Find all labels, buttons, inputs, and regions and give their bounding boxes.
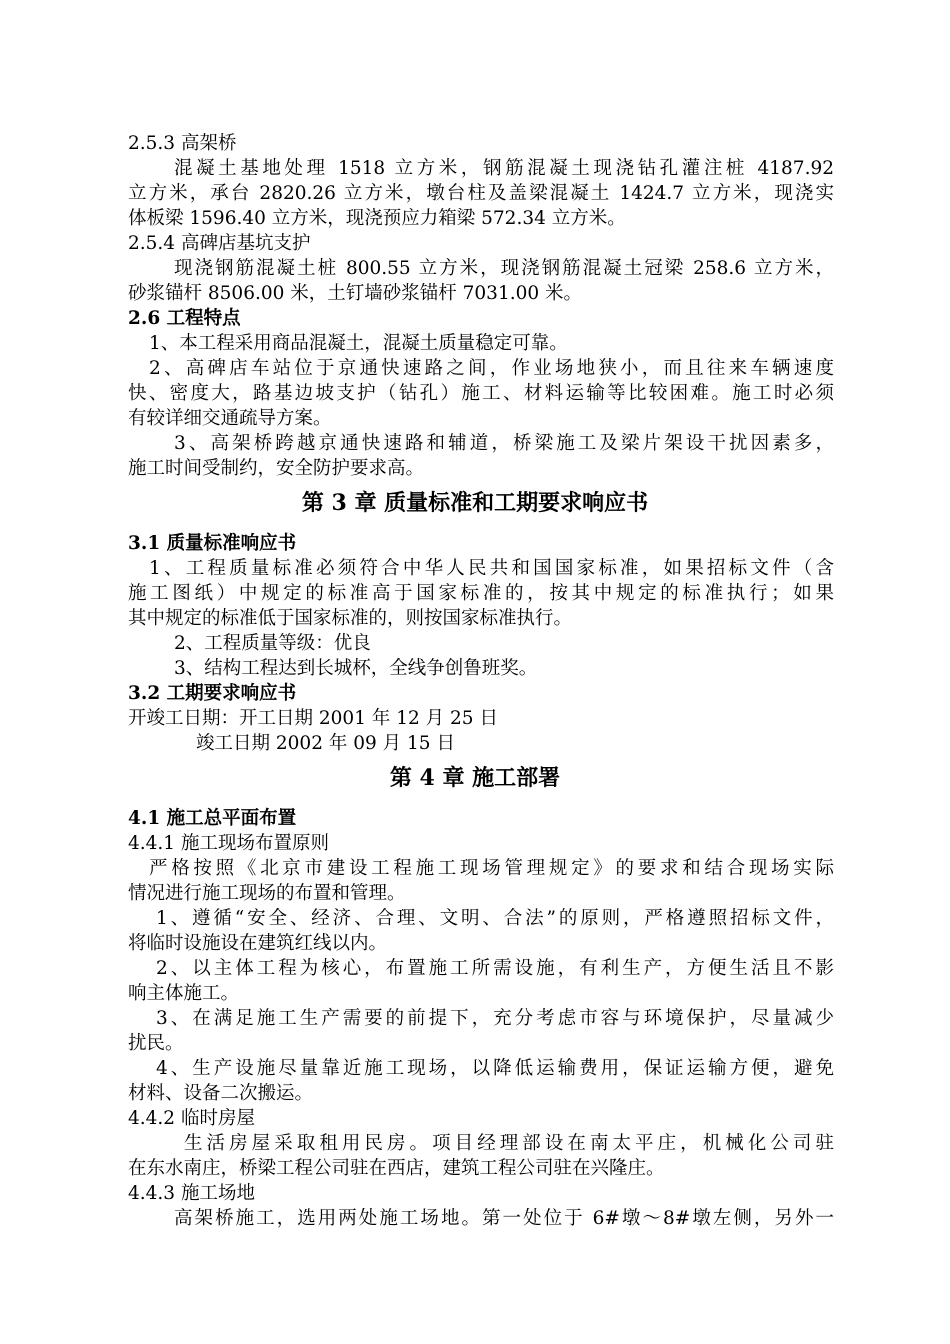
paragraph-line: 砂浆锚杆 8506.00 米，土钉墙砂浆锚杆 7031.00 米。: [128, 283, 583, 304]
paragraph-line: 快、密度大，路基边坡支护（钻孔）施工、材料运输等比较困难。施工时必须: [128, 383, 834, 404]
paragraph-line: 其中规定的标准低于国家标准的，则按国家标准执行。: [128, 608, 573, 629]
paragraph-line: 施工时间受制约，安全防护要求高。: [128, 458, 425, 479]
paragraph-line: 将临时设施设在建筑红线以内。: [128, 933, 388, 954]
list-item: 2、高碑店车站位于京通快速路之间，作业场地狭小，而且往来车辆速度: [149, 358, 834, 379]
section-heading-4-4-1: 4.4.1 施工现场布置原则: [128, 833, 329, 854]
paragraph-line: 现浇钢筋混凝土桩 800.55 立方米，现浇钢筋混凝土冠梁 258.6 立方米，: [174, 258, 834, 279]
paragraph-line: 施工图纸）中规定的标准高于国家标准的，按其中规定的标准执行；如果: [128, 583, 834, 604]
section-heading-2-5-4: 2.5.4 高碑店基坑支护: [128, 233, 311, 254]
paragraph-line: 混凝土基地处理 1518 立方米，钢筋混凝土现浇钻孔灌注桩 4187.92: [174, 158, 834, 179]
start-date-line: 开竣工日期：开工日期 2001 年 12 月 25 日: [128, 708, 498, 729]
end-date-line: 竣工日期 2002 年 09 月 15 日: [196, 733, 455, 754]
paragraph-line: 响主体施工。: [128, 983, 240, 1004]
paragraph-line: 体板梁 1596.40 立方米，现浇预应力箱梁 572.34 立方米。: [128, 208, 626, 229]
paragraph-line: 在东水南庄，桥梁工程公司驻在西店，建筑工程公司驻在兴隆庄。: [128, 1158, 665, 1179]
list-item: 1、本工程采用商品混凝土，混凝土质量稳定可靠。: [149, 333, 568, 354]
paragraph-line: 有较详细交通疏导方案。: [128, 408, 332, 429]
list-item: 2、以主体工程为核心，布置施工所需设施，有利生产，方便生活且不影: [156, 958, 834, 979]
paragraph-line: 高架桥施工，选用两处施工场地。第一处位于 6#墩～8#墩左侧，另外一: [174, 1208, 834, 1229]
list-item: 4、生产设施尽量靠近施工现场，以降低运输费用，保证运输方便，避免: [156, 1058, 834, 1079]
section-heading-3-1: 3.1 质量标准响应书: [128, 533, 297, 554]
list-item: 3、结构工程达到长城杯，全线争创鲁班奖。: [174, 658, 538, 679]
paragraph-line: 立方米，承台 2820.26 立方米，墩台柱及盖梁混凝土 1424.7 立方米，现浇实: [128, 183, 834, 204]
list-item: 1、工程质量标准必须符合中华人民共和国国家标准，如果招标文件（含: [149, 558, 834, 579]
section-heading-3-2: 3.2 工期要求响应书: [128, 683, 297, 704]
paragraph-line: 情况进行施工现场的布置和管理。: [128, 883, 406, 904]
list-item: 3、在满足施工生产需要的前提下，充分考虑市容与环境保护，尽量减少: [156, 1008, 834, 1029]
section-heading-4-1: 4.1 施工总平面布置: [128, 808, 297, 829]
chapter-title-3: 第 3 章 质量标准和工期要求响应书: [301, 490, 649, 516]
list-item: 2、工程质量等级：优良: [174, 633, 371, 654]
paragraph-line: 严格按照《北京市建设工程施工现场管理规定》的要求和结合现场实际: [149, 858, 834, 879]
section-heading-4-4-3: 4.4.3 施工场地: [128, 1183, 255, 1204]
section-heading-4-4-2: 4.4.2 临时房屋: [128, 1108, 255, 1129]
chapter-title-4: 第 4 章 施工部署: [389, 765, 561, 791]
paragraph-line: 扰民。: [128, 1033, 184, 1054]
section-heading-2-5-3: 2.5.3 高架桥: [128, 133, 237, 154]
paragraph-line: 材料、设备二次搬运。: [128, 1083, 314, 1104]
list-item: 1、遵循“安全、经济、合理、文明、合法”的原则，严格遵照招标文件，: [156, 908, 834, 929]
section-heading-2-6: 2.6 工程特点: [128, 308, 241, 329]
list-item: 3、高架桥跨越京通快速路和辅道，桥梁施工及梁片架设干扰因素多，: [174, 433, 834, 454]
paragraph-line: 生活房屋采取租用民房。项目经理部设在南太平庄，机械化公司驻: [184, 1133, 834, 1154]
